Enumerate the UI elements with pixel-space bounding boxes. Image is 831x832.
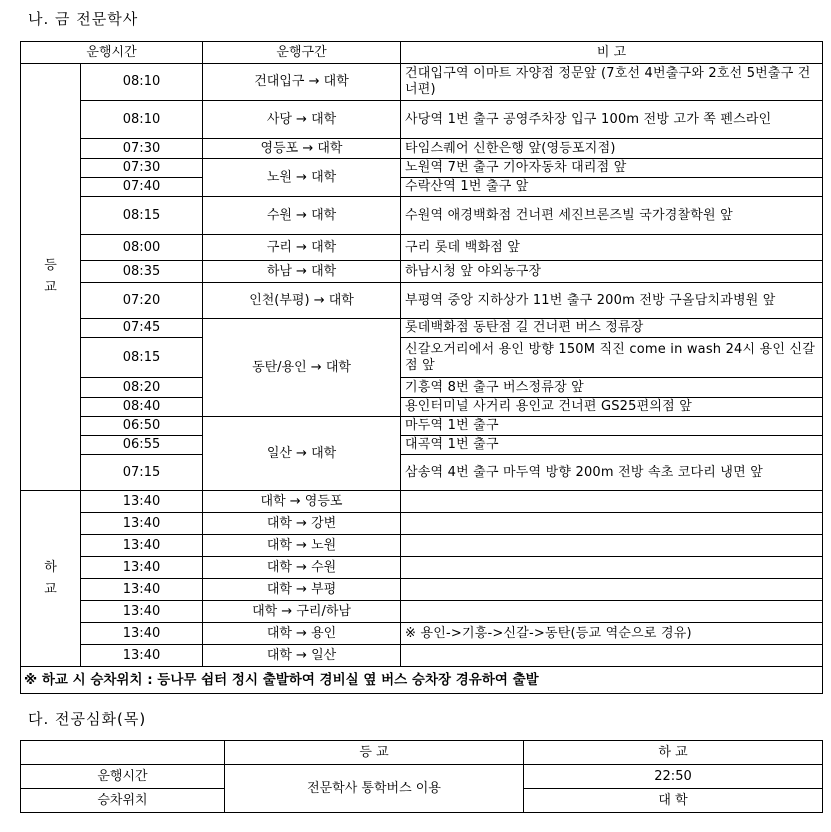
- remark-cell: 대곡역 1번 출구: [401, 436, 823, 455]
- row-label: 운행시간: [21, 765, 225, 789]
- remark-cell: 하남시청 앞 야외농구장: [401, 261, 823, 283]
- remark-cell: 타임스퀘어 신한은행 앞(영등포지점): [401, 139, 823, 159]
- route-cell: 사당 → 대학: [203, 101, 401, 139]
- header-afternoon: 하 교: [524, 741, 823, 765]
- morning-merged-cell: 전문학사 통학버스 이용: [225, 765, 524, 813]
- remark-cell: [401, 513, 823, 535]
- route-cell: 구리 → 대학: [203, 235, 401, 261]
- route-cell: 건대입구 → 대학: [203, 64, 401, 101]
- remark-cell: 사당역 1번 출구 공영주차장 입구 100m 전방 고가 쪽 펜스라인: [401, 101, 823, 139]
- remark-cell: ※ 용인->기흥->신갈->동탄(등교 역순으로 경유): [401, 623, 823, 645]
- remark-cell: [401, 535, 823, 557]
- remark-cell: [401, 557, 823, 579]
- time-cell: 08:15: [81, 338, 203, 378]
- time-cell: 06:55: [81, 436, 203, 455]
- header-time: 운행시간: [21, 42, 203, 64]
- route-cell: 대학 → 수원: [203, 557, 401, 579]
- time-cell: 07:30: [81, 159, 203, 178]
- route-cell: 노원 → 대학: [203, 159, 401, 197]
- remark-cell: 신갈오거리에서 용인 방향 150M 직진 come in wash 24시 용인 신갈점 앞: [401, 338, 823, 378]
- afternoon-time-cell: 22:50: [524, 765, 823, 789]
- remark-cell: 마두역 1번 출구: [401, 417, 823, 436]
- section1-title: 나. 금 전문학사: [28, 10, 139, 28]
- remark-cell: 구리 롯데 백화점 앞: [401, 235, 823, 261]
- route-cell: 일산 → 대학: [203, 417, 401, 491]
- major-course-table: [20, 740, 823, 813]
- remark-cell: 롯데백화점 동탄점 길 건너편 버스 정류장: [401, 319, 823, 338]
- time-cell: 13:40: [81, 535, 203, 557]
- time-cell: 13:40: [81, 513, 203, 535]
- time-cell: 13:40: [81, 645, 203, 667]
- time-cell: 07:45: [81, 319, 203, 338]
- remark-cell: 삼송역 4번 출구 마두역 방향 200m 전방 속초 코다리 냉면 앞: [401, 455, 823, 491]
- time-cell: 08:40: [81, 398, 203, 417]
- time-cell: 08:20: [81, 378, 203, 398]
- header-morning: 등 교: [225, 741, 524, 765]
- route-cell: 영등포 → 대학: [203, 139, 401, 159]
- group-label-afternoon: 하 교: [21, 491, 81, 667]
- time-cell: 08:10: [81, 64, 203, 101]
- time-cell: 13:40: [81, 557, 203, 579]
- route-cell: 대학 → 노원: [203, 535, 401, 557]
- corner-cell: [21, 741, 225, 765]
- remark-cell: 용인터미널 사거리 용인교 건너편 GS25편의점 앞: [401, 398, 823, 417]
- remark-cell: [401, 579, 823, 601]
- afternoon-location-cell: 대 학: [524, 789, 823, 813]
- route-cell: 인천(부평) → 대학: [203, 283, 401, 319]
- remark-cell: 수원역 애경백화점 건너편 세진브론즈빌 국가경찰학원 앞: [401, 197, 823, 235]
- time-cell: 07:30: [81, 139, 203, 159]
- route-cell: 대학 → 구리/하남: [203, 601, 401, 623]
- time-cell: 07:15: [81, 455, 203, 491]
- shuttle-schedule-table: [20, 41, 823, 694]
- route-cell: 수원 → 대학: [203, 197, 401, 235]
- time-cell: 08:00: [81, 235, 203, 261]
- time-cell: 07:40: [81, 178, 203, 197]
- remark-cell: 부평역 중앙 지하상가 11번 출구 200m 전방 구올담치과병원 앞: [401, 283, 823, 319]
- time-cell: 07:20: [81, 283, 203, 319]
- row-label: 승차위치: [21, 789, 225, 813]
- time-cell: 08:35: [81, 261, 203, 283]
- remark-cell: [401, 491, 823, 513]
- route-cell: 대학 → 영등포: [203, 491, 401, 513]
- time-cell: 13:40: [81, 579, 203, 601]
- route-cell: 대학 → 강변: [203, 513, 401, 535]
- remark-cell: 노원역 7번 출구 기아자동차 대리점 앞: [401, 159, 823, 178]
- remark-cell: 기흥역 8번 출구 버스정류장 앞: [401, 378, 823, 398]
- time-cell: 08:10: [81, 101, 203, 139]
- route-cell: 동탄/용인 → 대학: [203, 319, 401, 417]
- remark-cell: [401, 645, 823, 667]
- time-cell: 06:50: [81, 417, 203, 436]
- route-cell: 대학 → 일산: [203, 645, 401, 667]
- header-route: 운행구간: [203, 42, 401, 64]
- time-cell: 13:40: [81, 491, 203, 513]
- route-cell: 대학 → 용인: [203, 623, 401, 645]
- remark-cell: 수락산역 1번 출구 앞: [401, 178, 823, 197]
- time-cell: 13:40: [81, 623, 203, 645]
- group-label-morning: 등 교: [21, 64, 81, 491]
- time-cell: 08:15: [81, 197, 203, 235]
- remark-cell: 건대입구역 이마트 자양점 정문앞 (7호선 4번출구와 2호선 5번출구 건너편): [401, 64, 823, 101]
- header-remark: 비 고: [401, 42, 823, 64]
- route-cell: 대학 → 부평: [203, 579, 401, 601]
- boarding-footnote: ※ 하교 시 승차위치 : 등나무 쉼터 정시 출발하여 경비실 옆 버스 승차장 경유하여 출발: [21, 667, 823, 694]
- time-cell: 13:40: [81, 601, 203, 623]
- section2-title: 다. 전공심화(목): [28, 710, 147, 728]
- remark-cell: [401, 601, 823, 623]
- route-cell: 하남 → 대학: [203, 261, 401, 283]
